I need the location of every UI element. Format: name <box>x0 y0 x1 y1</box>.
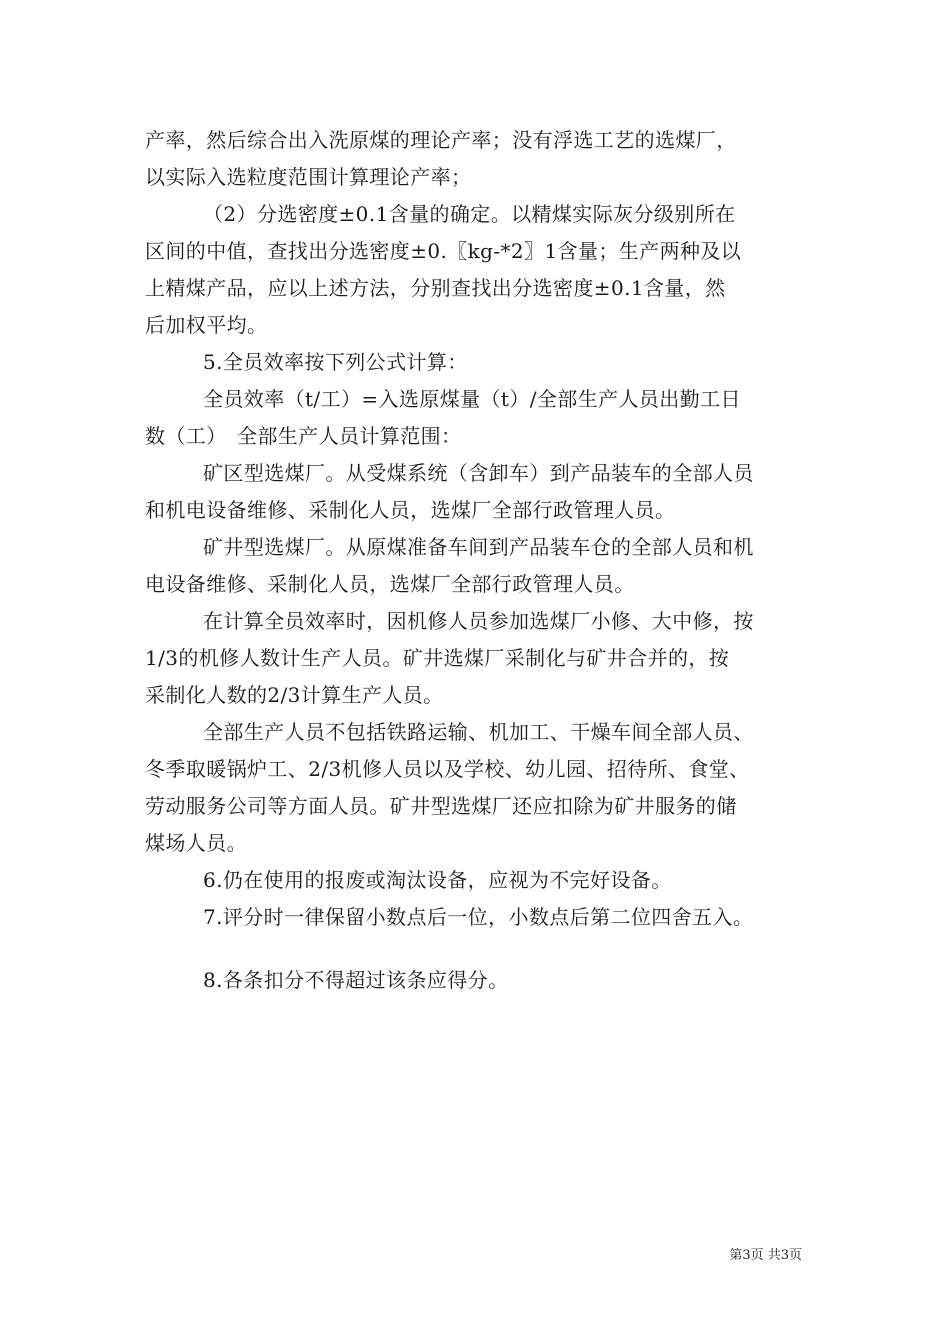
text-line: 上精煤产品，应以上述方法，分别查找出分选密度±0.1含量，然 <box>145 276 726 300</box>
text-line: 产率，然后综合出入洗原煤的理论产率；没有浮选工艺的选煤厂， <box>145 128 737 152</box>
text-line: 劳动服务公司等方面人员。矿井型选煤厂还应扣除为矿井服务的储 <box>145 794 737 818</box>
text-line: 在计算全员效率时，因机修人员参加选煤厂小修、大中修，按 <box>203 609 754 633</box>
text-line: 以实际入选粒度范围计算理论产率； <box>145 165 472 189</box>
paragraph-gap <box>145 936 810 962</box>
text-line: 矿井型选煤厂。从原煤准备车间到产品装车仓的全部人员和机 <box>203 535 754 559</box>
text-line: 和机电设备维修、采制化人员，选煤厂全部行政管理人员。 <box>145 498 676 522</box>
text-line: 区间的中值，查找出分选密度±0.〖kg-*2〗1含量；生产两种及以 <box>145 239 742 263</box>
text-line: 8.各条扣分不得超过该条应得分。 <box>203 968 509 992</box>
text-line: 冬季取暖锅炉工、2/3机修人员以及学校、幼儿园、招待所、食堂、 <box>145 757 750 781</box>
text-line: 矿区型选煤厂。从受煤系统（含卸车）到产品装车的全部人员 <box>203 461 754 485</box>
text-line: 7.评分时一律保留小数点后一位，小数点后第二位四舍五入。 <box>203 905 754 929</box>
text-line: 煤场人员。 <box>145 831 247 855</box>
page-number-footer: 第3页 共3页 <box>729 1248 802 1263</box>
document-body <box>145 122 810 999</box>
text-line: 全员效率（t/工）=入选原煤量（t）/全部生产人员出勤工日 <box>203 387 741 411</box>
text-line: 全部生产人员不包括铁路运输、机加工、干燥车间全部人员、 <box>203 720 754 744</box>
text-line: 6.仍在使用的报废或淘汰设备，应视为不完好设备。 <box>203 868 672 892</box>
text-line: 电设备维修、采制化人员，选煤厂全部行政管理人员。 <box>145 572 635 596</box>
text-line: 5.全员效率按下列公式计算： <box>203 350 468 374</box>
text-line: 1/3的机修人数计生产人员。矿井选煤厂采制化与矿井合并的，按 <box>145 646 730 670</box>
text-line: 数（工） 全部生产人员计算范围： <box>145 424 462 448</box>
text-line: 采制化人数的2/3计算生产人员。 <box>145 683 444 707</box>
text-line: （2）分选密度±0.1含量的确定。以精煤实际灰分级别所在 <box>203 202 736 226</box>
text-line: 后加权平均。 <box>145 313 268 337</box>
